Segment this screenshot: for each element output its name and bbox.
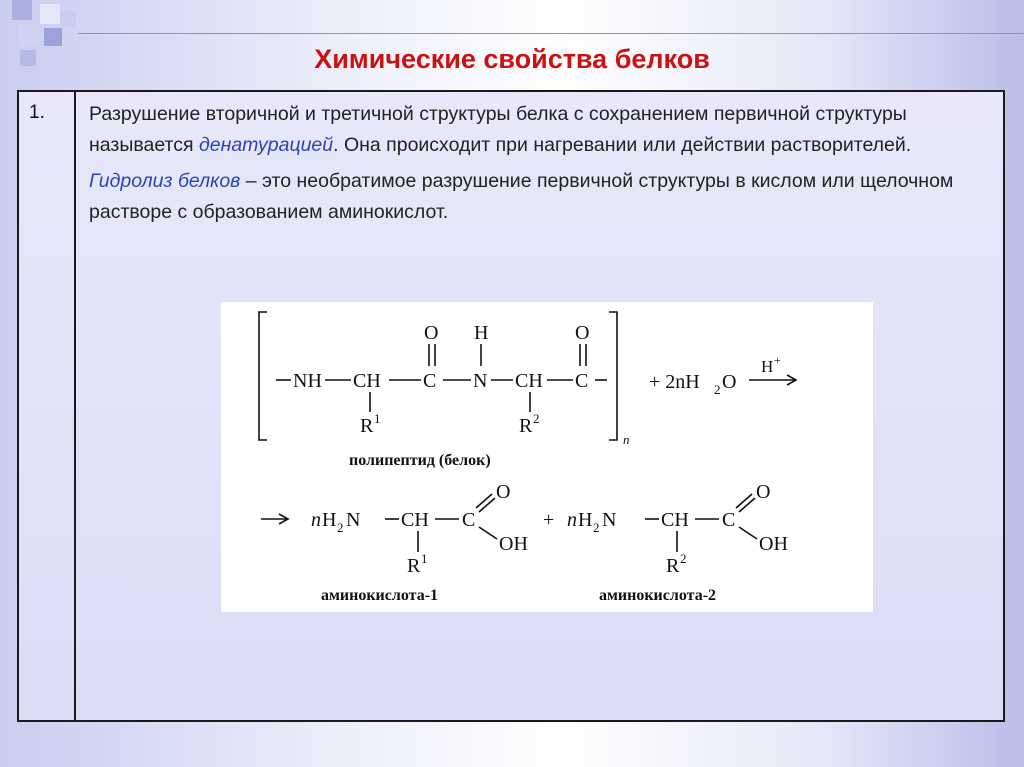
bracket-right [609, 312, 617, 440]
hydrolysis-equation [221, 302, 873, 612]
atom-o-a1: O [496, 481, 511, 503]
atom-n: N [473, 370, 488, 392]
atom-o-a2: O [756, 481, 771, 503]
sub-two-amine1: 2 [337, 520, 344, 535]
catalyst-h: H [761, 357, 774, 376]
atom-r2: R [519, 415, 533, 437]
atom-h-amine1: H [322, 509, 337, 531]
atom-n-amine2: N [602, 509, 617, 531]
atom-o2: O [575, 322, 590, 344]
text-cell [89, 99, 989, 233]
slide-title: Химические свойства белков [314, 44, 710, 74]
catalyst-plus: + [774, 353, 781, 367]
sub-two-amine2: 2 [593, 520, 600, 535]
number-cell [19, 92, 76, 720]
paragraph-hydrolysis [89, 166, 989, 228]
atom-c1: C [423, 370, 437, 392]
atom-n-amine1: N [346, 509, 361, 531]
reagent-water-o: O [722, 371, 737, 393]
atom-o1: O [424, 322, 439, 344]
atom-ch2: CH [515, 370, 543, 392]
label-polypeptide: полипептид (белок) [349, 452, 491, 469]
atom-c-a1: C [462, 509, 476, 531]
atom-r1: R [360, 415, 374, 437]
atom-r-a2: R [666, 555, 680, 577]
atom-c2: C [575, 370, 589, 392]
atom-oh-a1: OH [499, 533, 528, 555]
atom-h: H [474, 322, 489, 344]
atom-ch-a2: CH [661, 509, 689, 531]
term-denaturation: денатурацией [198, 134, 334, 156]
label-amino1: аминокислота-1 [321, 587, 439, 604]
reagent-water: + 2nH [649, 371, 700, 393]
atom-h-amine2: H [578, 509, 593, 531]
sub-two-water: 2 [714, 382, 721, 397]
bracket-index-n: n [623, 432, 630, 447]
term-hydrolysis: Гидролиз белков [89, 170, 241, 192]
equation-diagram [221, 302, 873, 612]
sup-r-a2: 2 [680, 551, 687, 566]
atom-oh-a2: OH [759, 533, 788, 555]
plus-sign: + [543, 509, 555, 531]
sup-r1: 1 [374, 411, 381, 426]
sup-r-a1: 1 [421, 551, 428, 566]
atom-c-a2: C [722, 509, 736, 531]
sup-r2: 2 [533, 411, 540, 426]
paragraph-denaturation [89, 99, 989, 161]
paragraph1-text-a: Разрушение вторичной и третичной структуры белка с сохранением первичной структуры называется [89, 103, 907, 156]
row-number: 1. [29, 102, 45, 123]
coef-n1: n [311, 509, 321, 531]
atom-ch1: CH [353, 370, 381, 392]
paragraph2-text: – это необратимое разрушение первичной структуры в кислом или щелочном растворе с образованием аминокислот. [89, 170, 954, 223]
paragraph1-text-b: . Она происходит при нагревании или действии растворителей. [333, 134, 912, 156]
coef-n2: n [567, 509, 577, 531]
atom-nh: NH [293, 370, 322, 392]
atom-ch-a1: CH [401, 509, 429, 531]
bracket-left [259, 312, 267, 440]
header-divider [78, 33, 1024, 34]
label-amino2: аминокислота-2 [599, 587, 717, 604]
atom-r-a1: R [407, 555, 421, 577]
